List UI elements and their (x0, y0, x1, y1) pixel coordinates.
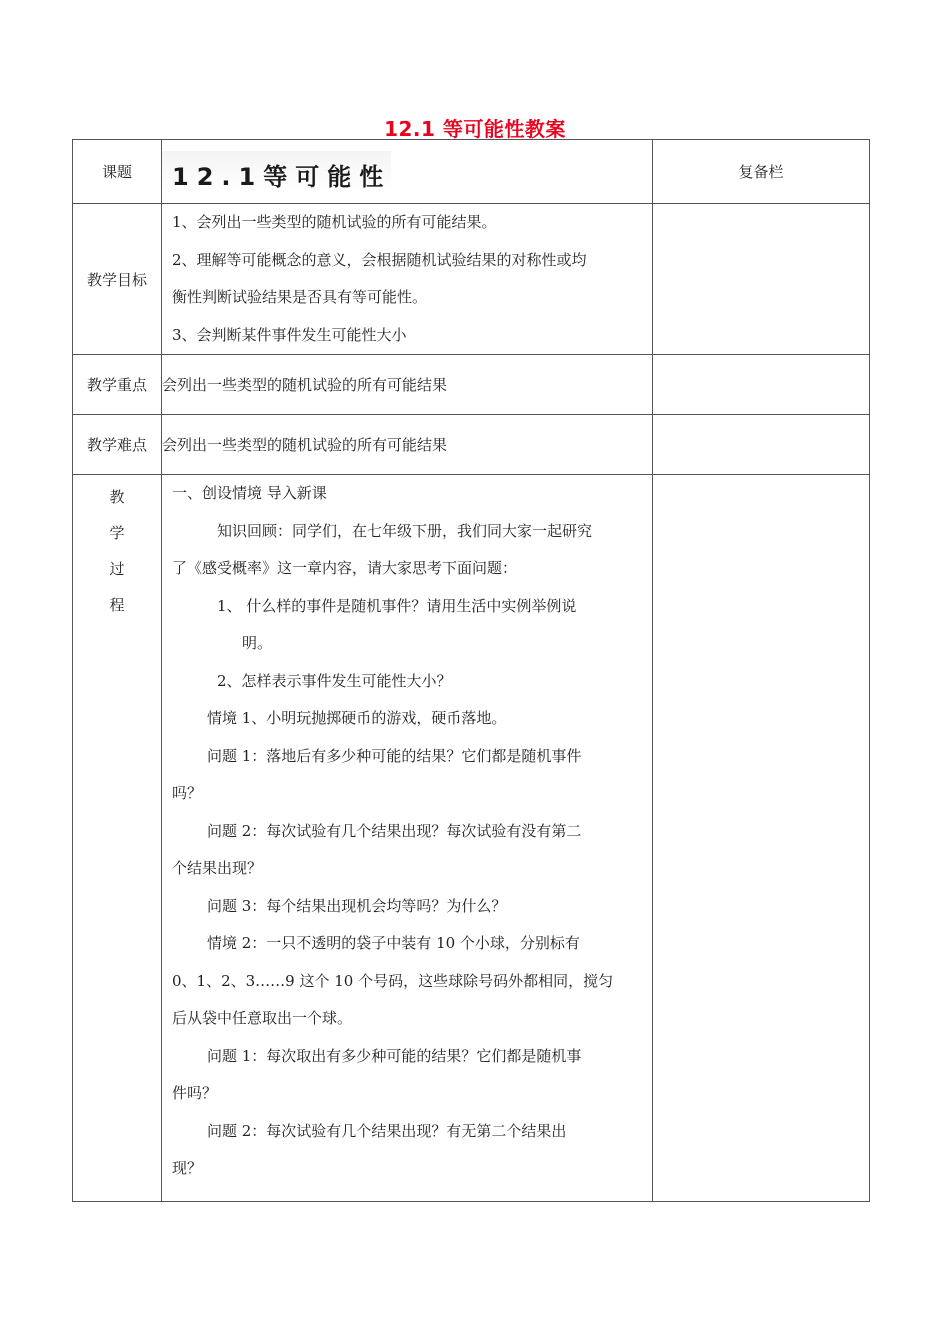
process-label-char: 教 (109, 488, 125, 506)
goal-line: 2、理解等可能概念的意义，会根据随机试验结果的对称性或均 (172, 250, 587, 269)
difficulties-value: 会列出一些类型的随机试验的所有可能结果 (162, 415, 653, 475)
goals-review-cell (653, 204, 870, 355)
goal-line: 衡性判断试验结果是否具有等可能性。 (172, 288, 428, 306)
process-line: 知识回顾：同学们，在七年级下册，我们同大家一起研究 (217, 521, 593, 540)
process-row (73, 475, 870, 1202)
process-line: 1、 什么样的事件是随机事件？请用生活中实例举例说 (217, 596, 577, 615)
process-line: 问题 1：落地后有多少种可能的结果？它们都是随机事件 (207, 746, 582, 765)
process-label-char: 程 (109, 596, 125, 614)
process-line: 情境 1、小明玩抛掷硬币的游戏，硬币落地。 (207, 709, 507, 727)
process-label-char: 学 (109, 524, 125, 542)
difficulties-label: 教学难点 (73, 415, 162, 475)
process-line: 明。 (242, 634, 273, 652)
process-content (162, 475, 653, 1202)
process-line: 问题 2：每次试验有几个结果出现？有无第二个结果出 (207, 1121, 567, 1140)
process-line: 0、1、2、3……9 这个 10 个号码，这些球除号码外都相同，搅匀 (172, 971, 614, 990)
key-points-label: 教学重点 (73, 355, 162, 415)
review-column-label: 复备栏 (653, 140, 870, 204)
document-title: 12.1 等可能性教案 (384, 117, 566, 141)
process-review-cell (653, 475, 870, 1202)
topic-value-cell (162, 140, 653, 204)
process-line: 吗？ (172, 784, 203, 802)
process-line: 个结果出现？ (172, 859, 263, 877)
goals-row (73, 204, 870, 355)
process-line: 现？ (172, 1159, 203, 1177)
topic-value: 12.1等可能性 (162, 151, 391, 192)
process-label-char: 过 (109, 560, 125, 578)
goals-content (162, 204, 653, 355)
process-line: 了《感受概率》这一章内容，请大家思考下面问题： (172, 559, 518, 577)
process-line: 问题 1：每次取出有多少种可能的结果？它们都是随机事 (207, 1046, 582, 1065)
key-points-review-cell (653, 355, 870, 415)
goal-line: 3、会判断某件事件发生可能性大小 (172, 325, 407, 344)
process-line: 问题 2：每次试验有几个结果出现？每次试验有没有第二 (207, 821, 582, 840)
difficulties-row (73, 415, 870, 475)
process-label-cell (73, 475, 162, 1202)
process-line: 问题 3：每个结果出现机会均等吗？为什么？ (207, 896, 507, 915)
goals-label: 教学目标 (73, 204, 162, 355)
process-line: 后从袋中任意取出一个球。 (172, 1009, 353, 1027)
key-points-row (73, 355, 870, 415)
process-line: 情境 2：一只不透明的袋子中装有 10 个小球，分别标有 (207, 934, 580, 952)
difficulties-review-cell (653, 415, 870, 475)
goal-line: 1、会列出一些类型的随机试验的所有可能结果。 (172, 213, 497, 231)
process-heading: 一、创设情境 导入新课 (172, 484, 327, 502)
lesson-plan-table (72, 139, 870, 1202)
topic-row (73, 140, 870, 204)
process-line: 2、怎样表示事件发生可能性大小？ (217, 671, 452, 690)
process-line: 件吗？ (172, 1084, 218, 1102)
key-points-value: 会列出一些类型的随机试验的所有可能结果 (162, 355, 653, 415)
topic-label: 课题 (73, 140, 162, 204)
